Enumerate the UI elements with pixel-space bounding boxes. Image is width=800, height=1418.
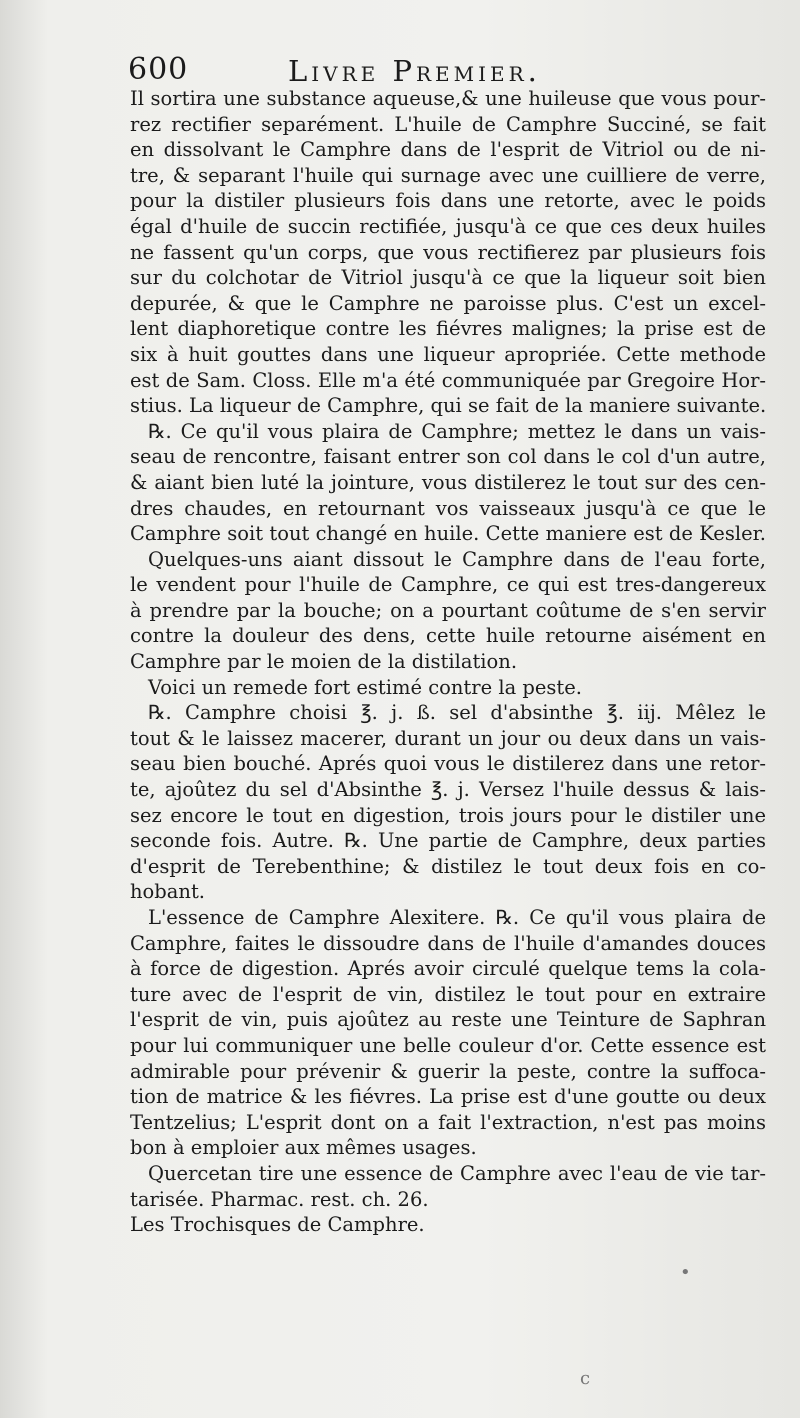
- text-line: stius. La liqueur de Camphre, qui se fait de la maniere suivante.: [130, 394, 766, 418]
- text-line: Les Trochisques de Camphre.: [130, 1213, 425, 1237]
- text-line: pour lui communiquer une belle couleur d'or. Cette essence est: [130, 1033, 766, 1057]
- text-line: à prendre par la bouche; on a pourtant coûtume de s'en servir: [130, 598, 766, 622]
- text-line: L'essence de Camphre Alexitere. ℞. Ce qu'il vous plaira de: [148, 906, 766, 929]
- text-line: Camphre soit tout changé en huile. Cette maniere est de Kesler.: [130, 522, 766, 546]
- text-line: dres chaudes, en retournant vos vaisseaux jusqu'à ce que le: [130, 496, 766, 520]
- text-line: est de Sam. Closs. Elle m'a été communiquée par Gregoire Hor-: [130, 368, 766, 392]
- text-line: bon à emploier aux mêmes usages.: [130, 1136, 477, 1160]
- page-number: 600: [128, 52, 189, 87]
- text-line: te, ajoûtez du sel d'Absinthe ℥. j. Versez l'huile dessus & lais-: [130, 778, 766, 802]
- text-line: d'esprit de Terebenthine; & distilez le tout deux fois en co-: [130, 854, 766, 878]
- text-line: ture avec de l'esprit de vin, distilez le tout pour en extraire: [130, 982, 766, 1006]
- text-line: sez encore le tout en digestion, trois jours pour le distiler une: [130, 803, 766, 827]
- text-line: tion de matrice & les fiévres. La prise est d'une goutte ou deux: [130, 1085, 766, 1109]
- text-line: tarisée. Pharmac. rest. ch. 26.: [130, 1187, 429, 1211]
- text-line: Quelques-uns aiant dissout le Camphre dans de l'eau forte,: [148, 547, 766, 571]
- text-line: tout & le laissez macerer, durant un jour ou deux dans un vais-: [130, 726, 766, 750]
- text-line: sur du colchotar de Vitriol jusqu'à ce que la liqueur soit bien: [130, 266, 766, 290]
- text-line: le vendent pour l'huile de Camphre, ce qui est tres-dangereux: [130, 573, 766, 597]
- text-line: Quercetan tire une essence de Camphre avec l'eau de vie tar-: [148, 1161, 766, 1185]
- text-line: & aiant bien luté la jointure, vous distilerez le tout sur des cen-: [130, 470, 766, 494]
- text-line: Tentzelius; L'esprit dont on a fait l'extraction, n'est pas moins: [130, 1110, 766, 1134]
- text-line: admirable pour prévenir & guerir la peste, contre la suffoca-: [130, 1059, 766, 1083]
- text-line: depurée, & que le Camphre ne paroisse plus. C'est un excel-: [130, 291, 766, 315]
- text-line: seau bien bouché. Aprés quoi vous le distilerez dans une retor-: [130, 752, 766, 776]
- text-line: pour la distiler plusieurs fois dans une retorte, avec le poids: [130, 189, 766, 213]
- text-line: hobant.: [130, 880, 206, 904]
- body-text: [130, 86, 766, 1238]
- text-line: Camphre par le moien de la distilation.: [130, 650, 518, 674]
- text-line: Il sortira une substance aqueuse,& une huileuse que vous pour-: [130, 87, 766, 110]
- text-line: seconde fois. Autre. ℞. Une partie de Camphre, deux parties: [130, 829, 766, 853]
- text-line: à force de digestion. Aprés avoir circulé quelque tems la cola-: [130, 957, 766, 981]
- text-line: contre la douleur des dens, cette huile retourne aisément en: [130, 624, 766, 648]
- ink-speck: c: [580, 1368, 591, 1389]
- text-line: ℞. Camphre choisi ℥. j. ß. sel d'absinthe ℥. iij. Mêlez le: [148, 701, 766, 725]
- running-head: Livre Premier.: [288, 54, 541, 88]
- ink-speck: •: [680, 1262, 691, 1283]
- text-line: ℞. Ce qu'il vous plaira de Camphre; mettez le dans un vais-: [148, 419, 766, 443]
- text-line: six à huit gouttes dans une liqueur apropriée. Cette methode: [130, 342, 766, 366]
- text-line: ne fassent qu'un corps, que vous rectifierez par plusieurs fois: [130, 240, 766, 264]
- text-line: égal d'huile de succin rectifiée, jusqu'à ce que ces deux huiles: [130, 214, 766, 238]
- text-line: rez rectifier separément. L'huile de Camphre Succiné, se fait: [130, 112, 766, 136]
- text-line: en dissolvant le Camphre dans de l'esprit de Vitriol ou de ni-: [130, 138, 766, 162]
- text-line: tre, & separant l'huile qui surnage avec une cuilliere de verre,: [130, 163, 766, 187]
- text-line: seau de rencontre, faisant entrer son col dans le col d'un autre,: [130, 445, 766, 469]
- text-line: Voici un remede fort estimé contre la peste.: [148, 675, 582, 699]
- text-line: Camphre, faites le dissoudre dans de l'huile d'amandes douces: [130, 931, 766, 955]
- text-line: lent diaphoretique contre les fiévres malignes; la prise est de: [130, 317, 766, 341]
- text-line: l'esprit de vin, puis ajoûtez au reste une Teinture de Saphran: [130, 1008, 766, 1032]
